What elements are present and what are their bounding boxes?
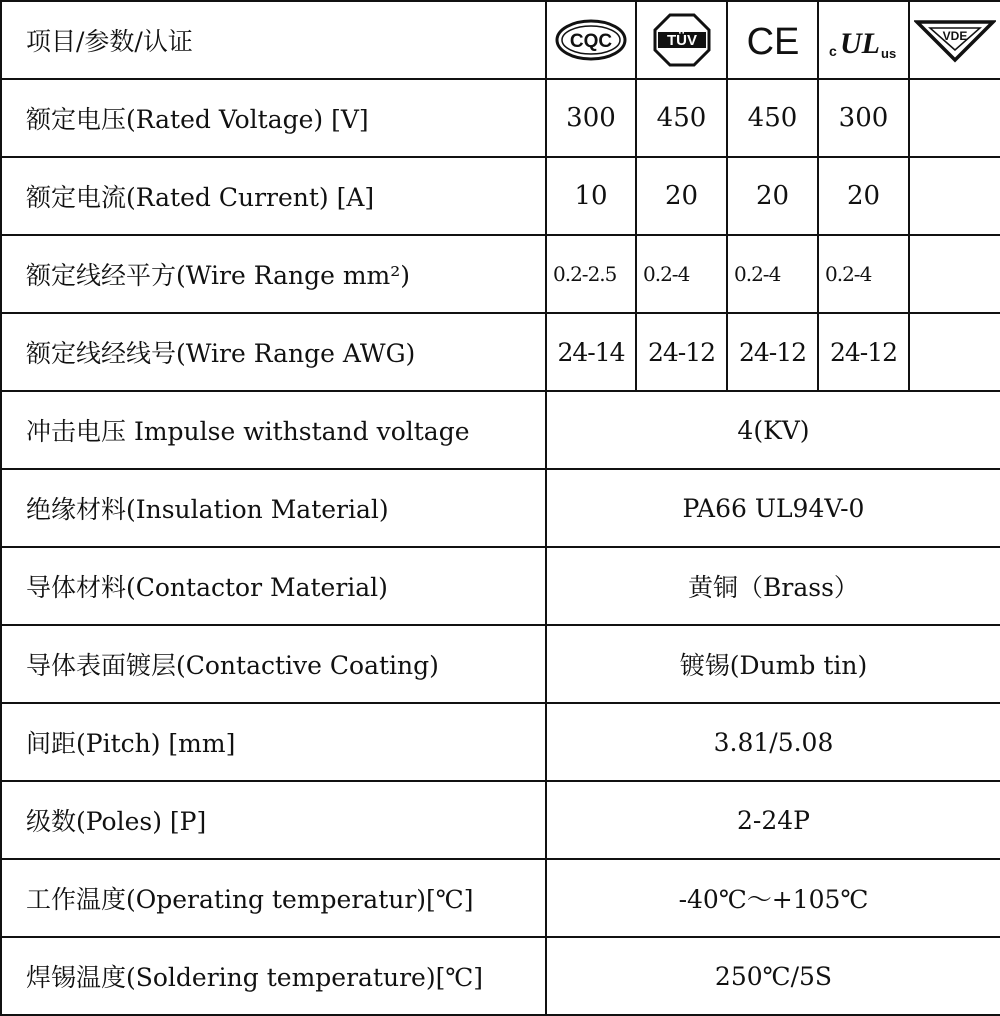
rated-voltage-ul: 300 — [818, 79, 909, 157]
insulation-material-value: PA66 UL94V-0 — [546, 469, 1000, 547]
vde-logo-text: VDE — [942, 29, 968, 43]
operating-temperature-value: -40℃～+105℃ — [546, 859, 1000, 937]
pitch-value: 3.81/5.08 — [546, 703, 1000, 781]
rated-current-ul: 20 — [818, 157, 909, 235]
ce-logo-cell — [727, 1, 818, 79]
poles-value: 2-24P — [546, 781, 1000, 859]
operating-temperature-label: 工作温度(Operating temperatur)[℃] — [1, 859, 546, 937]
ce-logo-icon — [743, 16, 803, 64]
vde-logo-icon — [914, 16, 996, 64]
rated-voltage-tuv: 450 — [636, 79, 727, 157]
wire-range-awg-label: 额定线经线号(Wire Range AWG) — [1, 313, 546, 391]
rated-current-tuv: 20 — [636, 157, 727, 235]
soldering-temperature-label: 焊锡温度(Soldering temperature)[℃] — [1, 937, 546, 1015]
contact-coating-label: 导体表面镀层(Contactive Coating) — [1, 625, 546, 703]
vde-logo-cell — [909, 1, 1000, 79]
impulse-voltage-label: 冲击电压 Impulse withstand voltage — [1, 391, 546, 469]
impulse-voltage-value: 4(KV) — [546, 391, 1000, 469]
cul-us-text: us — [880, 46, 896, 61]
insulation-material-row — [1, 469, 1000, 547]
tuv-logo-text: TÜV — [666, 32, 697, 49]
pitch-row — [1, 703, 1000, 781]
wire-range-mm2-ce: 0.2-4 — [727, 235, 818, 313]
rated-current-row — [1, 157, 1000, 235]
pitch-label: 间距(Pitch) [mm] — [1, 703, 546, 781]
contactor-material-label: 导体材料(Contactor Material) — [1, 547, 546, 625]
rated-current-label: 额定电流(Rated Current) [A] — [1, 157, 546, 235]
wire-range-awg-row — [1, 313, 1000, 391]
wire-range-mm2-cqc: 0.2-2.5 — [546, 235, 636, 313]
impulse-voltage-row — [1, 391, 1000, 469]
poles-label: 级数(Poles) [P] — [1, 781, 546, 859]
wire-range-awg-tuv: 24-12 — [636, 313, 727, 391]
cul-us-logo-cell — [818, 1, 909, 79]
cul-us-logo-icon — [823, 16, 905, 64]
soldering-temperature-value: 250℃/5S — [546, 937, 1000, 1015]
header-row — [1, 1, 1000, 79]
wire-range-mm2-row — [1, 235, 1000, 313]
wire-range-mm2-vde — [909, 235, 1000, 313]
contactor-material-value: 黄铜（Brass） — [546, 547, 1000, 625]
wire-range-awg-ce: 24-12 — [727, 313, 818, 391]
wire-range-awg-cqc: 24-14 — [546, 313, 636, 391]
cqc-logo-icon — [554, 18, 628, 62]
wire-range-mm2-tuv: 0.2-4 — [636, 235, 727, 313]
cul-c-text: c — [828, 43, 837, 59]
tuv-logo-cell — [636, 1, 727, 79]
rated-current-ce: 20 — [727, 157, 818, 235]
cqc-logo-text: CQC — [569, 31, 613, 52]
wire-range-mm2-ul: 0.2-4 — [818, 235, 909, 313]
contact-coating-row — [1, 625, 1000, 703]
rated-current-cqc: 10 — [546, 157, 636, 235]
tuv-logo-icon — [652, 12, 712, 68]
insulation-material-label: 绝缘材料(Insulation Material) — [1, 469, 546, 547]
ul-mark-text: UL — [839, 27, 880, 60]
rated-voltage-vde — [909, 79, 1000, 157]
rated-voltage-row — [1, 79, 1000, 157]
operating-temperature-row — [1, 859, 1000, 937]
rated-voltage-ce: 450 — [727, 79, 818, 157]
rated-voltage-cqc: 300 — [546, 79, 636, 157]
contact-coating-value: 镀锡(Dumb tin) — [546, 625, 1000, 703]
wire-range-awg-ul: 24-12 — [818, 313, 909, 391]
rated-voltage-label: 额定电压(Rated Voltage) [V] — [1, 79, 546, 157]
cqc-logo-cell — [546, 1, 636, 79]
ce-logo-text: CE — [746, 21, 799, 63]
poles-row — [1, 781, 1000, 859]
contactor-material-row — [1, 547, 1000, 625]
soldering-temperature-row — [1, 937, 1000, 1015]
wire-range-awg-vde — [909, 313, 1000, 391]
header-label: 项目/参数/认证 — [1, 1, 546, 79]
rated-current-vde — [909, 157, 1000, 235]
wire-range-mm2-label: 额定线经平方(Wire Range mm²) — [1, 235, 546, 313]
